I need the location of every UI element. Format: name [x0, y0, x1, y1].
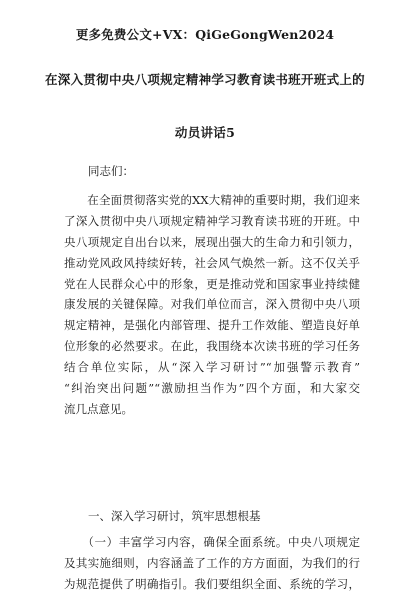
text-line: 在全面贯彻落实党的XX大精神的重要时期，我们迎来 — [64, 193, 360, 207]
text-line: 位形象的必然要求。在此，我围绕本次读书班的学习任务 — [64, 339, 360, 354]
text-line: 康发展的关键保障。对我们单位而言，深入贯彻中央八项 — [64, 297, 360, 312]
salutation: 同志们： — [88, 164, 134, 178]
text-line: 了深入贯彻中央八项规定精神学习教育读书班的开班。中 — [64, 213, 360, 228]
text-line: 推动党风政风持续好转，社会风气焕然一新。这不仅关乎 — [64, 255, 360, 270]
text-line: “纠治突出问题”“激励担当作为”四个方面，和大家交 — [64, 381, 360, 396]
document-title-line2: 动员讲话5 — [174, 125, 236, 140]
document-title-line1: 在深入贯彻中央八项规定精神学习教育读书班开班式上的 — [44, 72, 365, 87]
text-line: 结合单位实际，从“深入学习研讨”“加强警示教育” — [64, 360, 360, 375]
text-line: 及其实施细则，内容涵盖了工作的方方面面，为我们的行 — [64, 555, 360, 570]
text-line: 为规范提供了明确指引。我们要组织全面、系统的学习， — [64, 576, 360, 591]
text-line: 央八项规定自出台以来，展现出强大的生命力和引领力， — [64, 234, 360, 249]
text-line: 流几点意见。 — [64, 401, 133, 416]
text-line: 党在人民群众心中的形象，更是推动党和国家事业持续健 — [64, 276, 360, 291]
promo-header: 更多免费公文+VX：QiGeGongWen2024 — [75, 27, 335, 42]
text-line: （一）丰富学习内容，确保全面系统。中央八项规定 — [64, 535, 360, 549]
text-line: 规定精神，是强化内部管理、提升工作效能、塑造良好单 — [64, 318, 360, 333]
section-heading-1: 一、深入学习研讨，筑牢思想根基 — [88, 509, 261, 523]
paragraph-2 — [64, 532, 360, 595]
paragraph-1 — [64, 190, 360, 420]
